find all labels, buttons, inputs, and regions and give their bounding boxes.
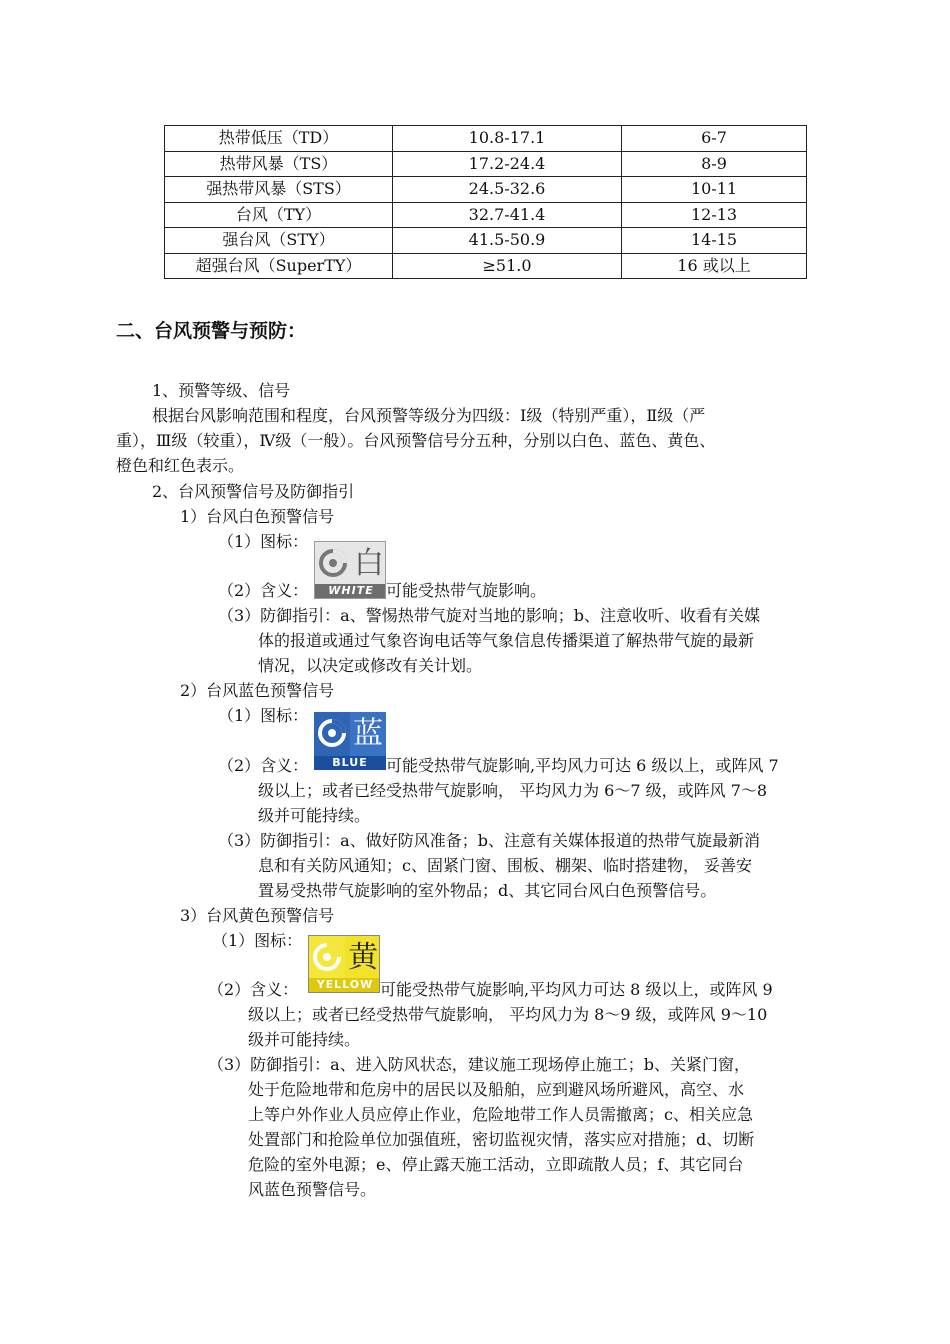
table-cell: 超强台风（SuperTY） (165, 253, 393, 279)
table-cell: 24.5-32.6 (393, 177, 622, 203)
meaning-line: 级以上；或者已经受热带气旋影响， 平均风力为 8～9 级，或阵风 9～10 (248, 1005, 768, 1024)
meaning-line: 级并可能持续。 (258, 806, 371, 825)
signal-character: 蓝 (353, 716, 383, 751)
guide-line: （3）防御指引：a、进入防风状态，建议施工现场停止施工；b、关紧门窗， (208, 1055, 750, 1074)
yellow-signal-title: 3）台风黄色预警信号 (180, 906, 335, 925)
table-row (165, 126, 807, 152)
blue-typhoon-signal-icon (314, 712, 386, 770)
meaning-line: 级并可能持续。 (248, 1030, 361, 1049)
table-cell: ≥51.0 (393, 253, 622, 279)
typhoon-level-table (164, 125, 807, 279)
guide-line: 风蓝色预警信号。 (248, 1180, 377, 1199)
meaning-line: 可能受热带气旋影响,平均风力可达 8 级以上，或阵风 9 (380, 980, 773, 999)
signal-character: 黄 (348, 940, 378, 975)
table-cell: 12-13 (622, 202, 807, 228)
guide-line: （3）防御指引：a、做好防风准备；b、注意有关媒体报道的热带气旋最新消 (218, 831, 760, 850)
guide-line: 上等户外作业人员应停止作业，危险地带工作人员需撤离；c、相关应急 (248, 1105, 753, 1124)
meaning-label: （2）含义： (218, 581, 309, 600)
meaning-label: （2）含义： (208, 980, 299, 999)
table-cell: 强热带风暴（STS） (165, 177, 393, 203)
typhoon-swirl-icon (317, 718, 347, 748)
table-cell: 热带低压（TD） (165, 126, 393, 152)
typhoon-swirl-icon (318, 548, 348, 578)
guide-line: 危险的室外电源；e、停止露天施工活动，立即疏散人员；f、其它同台 (248, 1155, 744, 1174)
table-cell: 10.8-17.1 (393, 126, 622, 152)
table-cell: 6-7 (622, 126, 807, 152)
guide-line: 置易受热带气旋影响的室外物品；d、其它同台风白色预警信号。 (258, 881, 717, 900)
white-typhoon-signal-icon (314, 541, 386, 599)
table-cell: 17.2-24.4 (393, 151, 622, 177)
table-row (165, 202, 807, 228)
meaning-text: 可能受热带气旋影响。 (386, 581, 547, 600)
table-row (165, 228, 807, 254)
typhoon-swirl-icon (312, 942, 342, 972)
meaning-line: 可能受热带气旋影响,平均风力可达 6 级以上，或阵风 7 (386, 756, 779, 775)
table-cell: 41.5-50.9 (393, 228, 622, 254)
table-cell: 14-15 (622, 228, 807, 254)
icon-label: （1）图标： (218, 532, 309, 551)
icon-label: （1）图标： (212, 931, 303, 950)
guide-line: 息和有关防风通知；c、固紧门窗、围板、棚架、临时搭建物， 妥善安 (258, 856, 753, 875)
table-row (165, 151, 807, 177)
guide-line: 处于危险地带和危房中的居民以及船舶，应到避风场所避风，高空、水 (248, 1080, 745, 1099)
table-row (165, 177, 807, 203)
blue-signal-title: 2）台风蓝色预警信号 (180, 681, 335, 700)
signal-band-label: YELLOW (309, 978, 380, 992)
table-cell: 台风（TY） (165, 202, 393, 228)
guide-line: 体的报道或通过气象咨询电话等气象信息传播渠道了解热带气旋的最新 (258, 631, 755, 650)
paragraph-line: 根据台风影响范围和程度，台风预警等级分为四级：Ⅰ级（特别严重），Ⅱ级（严 (152, 406, 706, 425)
guide-line: 处置部门和抢险单位加强值班，密切监视灾情，落实应对措施；d、切断 (248, 1130, 755, 1149)
guide-line: （3）防御指引：a、警惕热带气旋对当地的影响；b、注意收听、收看有关媒 (218, 606, 760, 625)
table-cell: 10-11 (622, 177, 807, 203)
meaning-label: （2）含义： (218, 756, 309, 775)
table-row (165, 253, 807, 279)
yellow-typhoon-signal-icon (308, 935, 380, 993)
signal-band-label: WHITE (315, 584, 386, 598)
subheading-signals: 2、台风预警信号及防御指引 (152, 482, 355, 501)
subheading-warning-levels: 1、预警等级、信号 (152, 381, 291, 400)
section-heading: 二、台风预警与预防： (116, 320, 307, 342)
table-cell: 8-9 (622, 151, 807, 177)
table-cell: 强台风（STY） (165, 228, 393, 254)
signal-character: 白 (354, 546, 384, 581)
signal-band-label: BLUE (314, 756, 386, 770)
table-cell: 热带风暴（TS） (165, 151, 393, 177)
table-cell: 32.7-41.4 (393, 202, 622, 228)
meaning-line: 级以上；或者已经受热带气旋影响， 平均风力为 6～7 级，或阵风 7～8 (258, 781, 768, 800)
table-cell: 16 或以上 (622, 253, 807, 279)
guide-line: 情况，以决定或修改有关计划。 (258, 656, 483, 675)
white-signal-title: 1）台风白色预警信号 (180, 507, 335, 526)
paragraph-line: 重），Ⅲ级（较重），Ⅳ级（一般）。台风预警信号分五种，分别以白色、蓝色、黄色、 (116, 431, 716, 450)
paragraph-line: 橙色和红色表示。 (116, 456, 245, 475)
icon-label: （1）图标： (218, 706, 309, 725)
